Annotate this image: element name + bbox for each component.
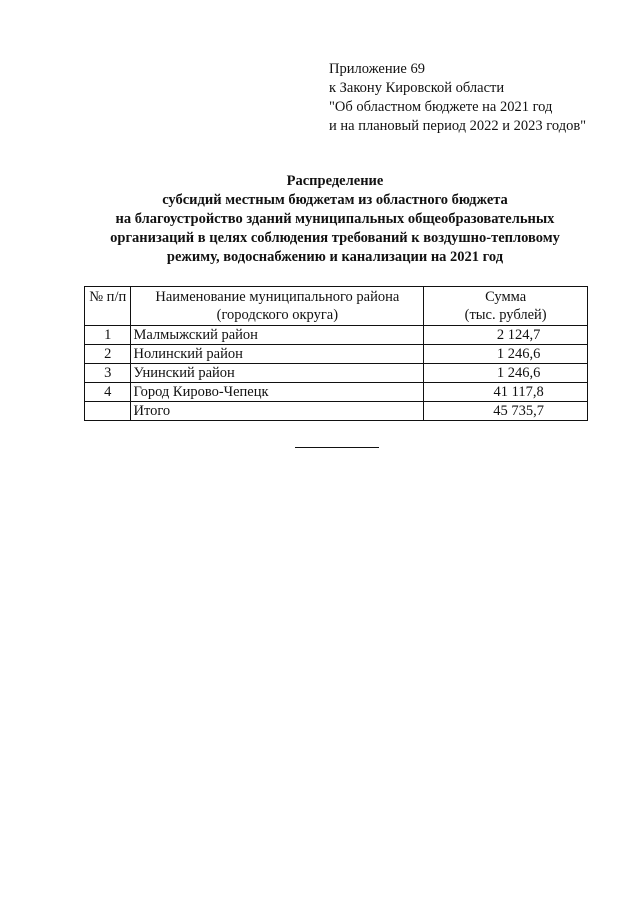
table-row (85, 326, 588, 345)
row-num: 1 (85, 326, 131, 345)
row-num: 2 (85, 345, 131, 364)
total-num (85, 402, 131, 421)
document-title (60, 172, 610, 267)
row-sum: 1 246,6 (424, 364, 588, 383)
total-label: Итого (131, 402, 424, 421)
row-name: Унинский район (131, 364, 424, 383)
header-name-line-2: (городского округа) (216, 307, 339, 323)
table-row (85, 364, 588, 383)
table-row (85, 345, 588, 364)
table-total-row (85, 402, 588, 421)
appendix-header (329, 60, 586, 136)
row-name: Нолинский район (131, 345, 424, 364)
row-sum: 1 246,6 (424, 345, 588, 364)
title-line-2: субсидий местным бюджетам из областного бюджета (162, 192, 508, 208)
title-line-4: организаций в целях соблюдения требований к воздушно-тепловому (110, 230, 560, 246)
appendix-line-2: к Закону Кировской области (329, 80, 505, 96)
header-name (131, 287, 424, 326)
title-line-3: на благоустройство зданий муниципальных общеобразовательных (115, 211, 555, 227)
row-name: Малмыжский район (131, 326, 424, 345)
title-line-1: Распределение (286, 173, 384, 189)
appendix-line-3: "Об областном бюджете на 2021 год (329, 99, 553, 115)
table-header-row (85, 287, 588, 326)
row-num: 4 (85, 383, 131, 402)
title-line-5: режиму, водоснабжению и канализации на 2021 год (166, 249, 504, 265)
header-num: № п/п (85, 287, 131, 326)
header-sum (424, 287, 588, 326)
appendix-line-4: и на плановый период 2022 и 2023 годов" (329, 118, 587, 134)
row-num: 3 (85, 364, 131, 383)
row-sum: 41 117,8 (424, 383, 588, 402)
appendix-line-1: Приложение 69 (329, 61, 425, 77)
header-name-line-1: Наименование муниципального района (155, 289, 400, 305)
row-sum: 2 124,7 (424, 326, 588, 345)
table-row (85, 383, 588, 402)
header-sum-line-2: (тыс. рублей) (464, 307, 547, 323)
closing-divider (295, 447, 379, 448)
header-sum-line-1: Сумма (485, 289, 527, 305)
total-sum: 45 735,7 (424, 402, 588, 421)
subsidy-table (84, 286, 588, 421)
row-name: Город Кирово-Чепецк (131, 383, 424, 402)
